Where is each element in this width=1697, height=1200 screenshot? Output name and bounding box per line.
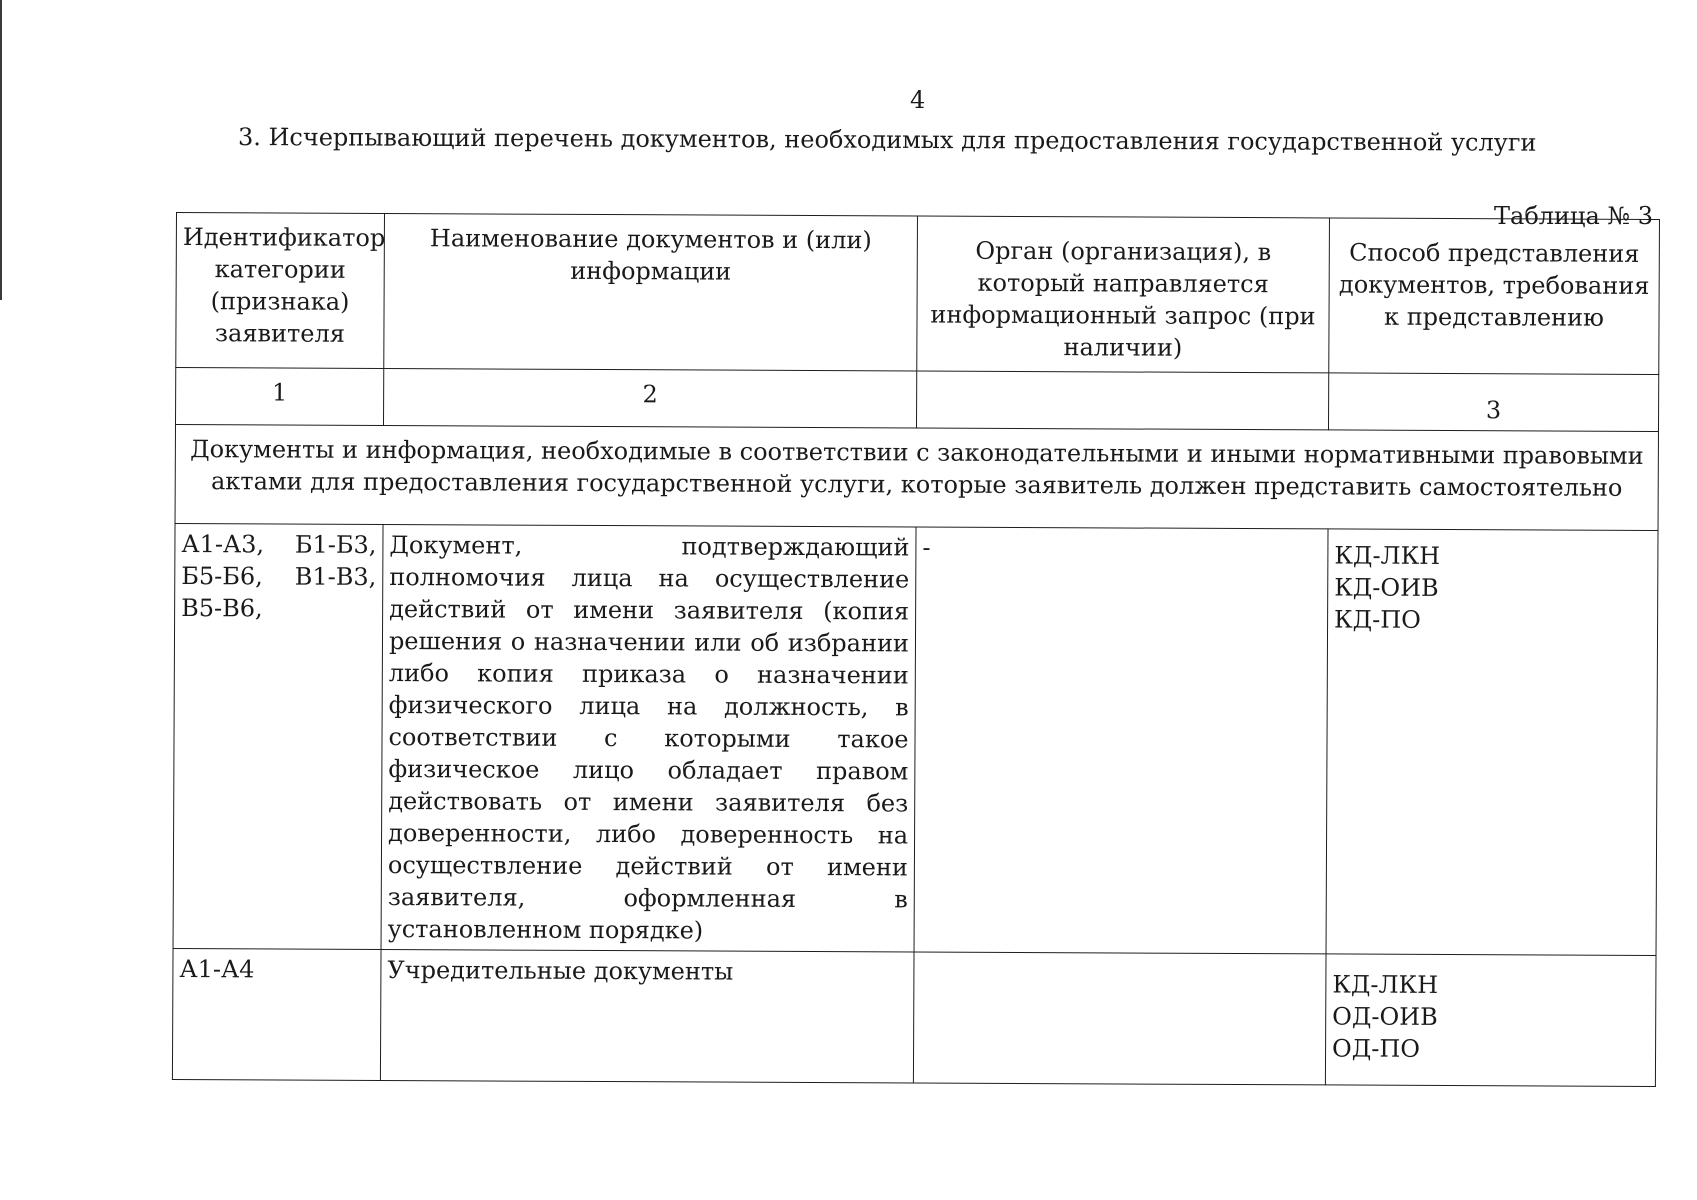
table-label: Таблица № 3 [1494,202,1653,230]
table-row [173,523,1658,955]
documents-table [172,212,1660,1087]
section-title: Документы и информация, необходимые в соответствии с законодательными и иными нормативными правовыми актами для предоставления государственной услуги, которые заявитель должен представить самостоятельно [175,425,1658,531]
category-cell: А1-А4 [172,948,381,1080]
header-method: Способ представления документов, требования к представлению [1329,218,1660,375]
method-item: КД-ЛКН [1332,970,1439,999]
section-heading: 3. Исчерпывающий перечень документов, необходимых для предоставления государственной услуги [237,123,1537,157]
organ-cell: - [914,527,1328,954]
section-title-row [175,425,1658,531]
column-number-blank [916,371,1328,430]
method-cell [1325,954,1656,1087]
method-item: ОД-ПО [1332,1034,1421,1063]
page-number: 4 [910,86,926,114]
method-item: ОД-ОИВ [1332,1002,1438,1031]
organ-cell [913,952,1326,1085]
method-cell [1326,529,1658,956]
method-item: КД-ЛКН [1334,541,1441,570]
column-number-1: 1 [175,368,383,426]
document-cell: Учредительные документы [380,949,914,1083]
document-cell: Документ, подтверждающий полномочия лица на осуществление действий от имени заявителя (копия решения о назначении или об избрании либо копия приказа о назначении физического лица на должность, в соответствии с которыми такое физическое лицо обладает правом действовать от имени заявителя без доверенности, либо доверенность на осуществление действий от имени заявителя, оформленная в установленном порядке) [381,524,916,952]
header-document: Наименование документов и (или) информации [384,213,918,371]
column-number-3: 3 [1328,373,1658,432]
table-header-row [176,213,1660,375]
table-row [172,948,1656,1086]
header-organ: Орган (организация), в который направляется информационный запрос (при наличии) [917,216,1330,373]
category-cell: А1-А3, Б1-Б3, Б5-Б6, В1-В3, В5-В6, [173,523,383,949]
method-item: КД-ОИВ [1334,573,1439,602]
documents-table-wrapper [172,212,1659,1087]
header-category: Идентификатор категории (признака) заявителя [176,213,385,369]
scan-edge-line [0,0,2,300]
method-item: КД-ПО [1334,605,1421,634]
column-number-row [175,368,1658,432]
column-number-2: 2 [383,368,916,428]
